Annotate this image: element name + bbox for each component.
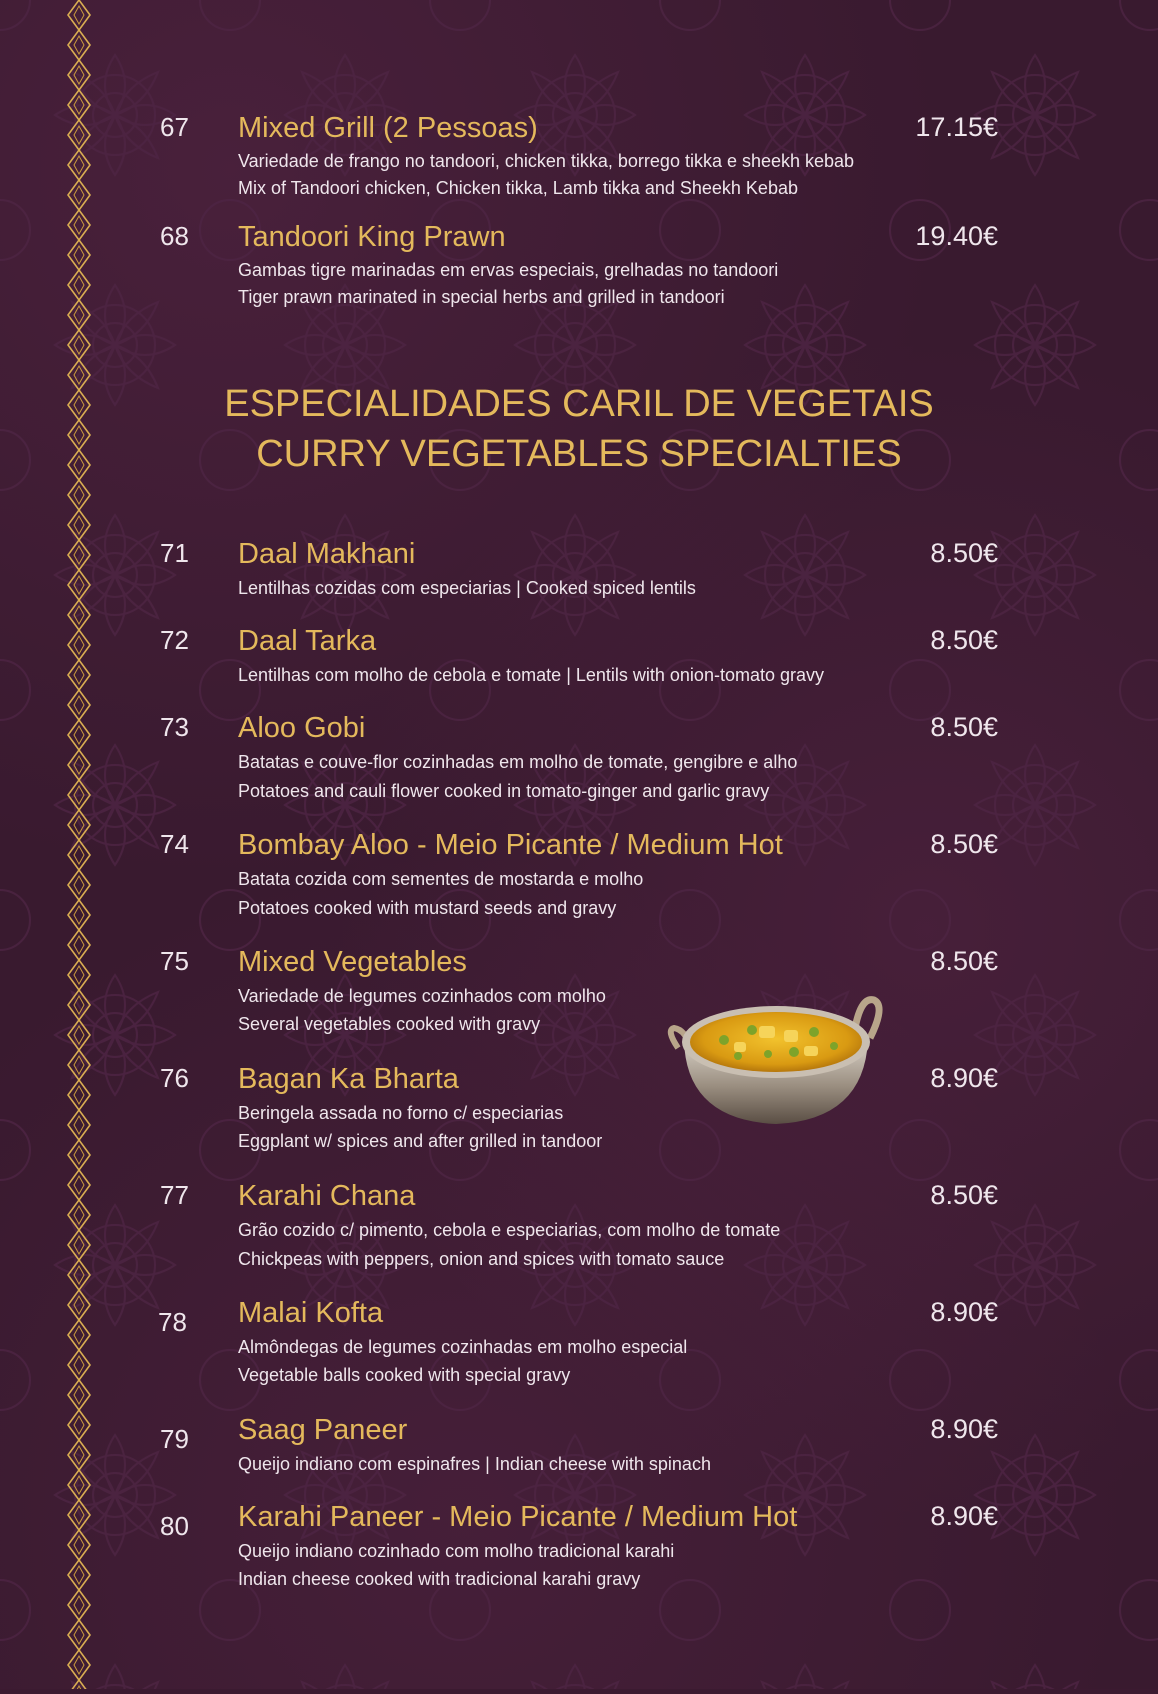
item-description-en: Potatoes and cauli flower cooked in tomato-ginger and garlic gravy (238, 781, 770, 801)
item-number: 68 (160, 221, 189, 251)
item-name: Mixed Vegetables (238, 946, 467, 978)
item-description: Lentilhas com molho de cebola e tomate | Lentils with onion-tomato gravy (238, 665, 824, 685)
item-description-en: Vegetable balls cooked with special gravy (238, 1365, 571, 1385)
item-description-pt: Variedade de frango no tandoori, chicken tikka, borrego tikka e sheekh kebab (238, 151, 855, 171)
item-description-en: Indian cheese cooked with tradicional karahi gravy (238, 1569, 641, 1589)
item-name: Karahi Chana (238, 1180, 416, 1212)
item-price: 8.50€ (930, 538, 998, 568)
item-name: Mixed Grill (2 Pessoas) (238, 112, 538, 144)
item-number: 67 (160, 112, 189, 142)
item-number: 78 (158, 1307, 187, 1337)
item-description-en: Tiger prawn marinated in special herbs and grilled in tandoori (238, 287, 725, 307)
item-number: 73 (160, 712, 189, 742)
item-number: 77 (160, 1180, 189, 1210)
item-price: 8.90€ (930, 1414, 998, 1444)
item-name: Aloo Gobi (238, 712, 366, 744)
item-price: 8.50€ (930, 829, 998, 859)
item-name: Saag Paneer (238, 1414, 408, 1446)
item-description-en: Several vegetables cooked with gravy (238, 1014, 541, 1034)
section-heading-pt: ESPECIALIDADES CARIL DE VEGETAIS (224, 383, 934, 425)
section-heading-en: CURRY VEGETABLES SPECIALTIES (256, 433, 902, 475)
item-description: Lentilhas cozidas com especiarias | Cooked spiced lentils (238, 578, 696, 598)
item-name: Malai Kofta (238, 1297, 384, 1329)
item-description-pt: Variedade de legumes cozinhados com molho (238, 986, 606, 1006)
item-name: Bombay Aloo - Meio Picante / Medium Hot (238, 829, 783, 861)
item-name: Karahi Paneer - Meio Picante / Medium Hot (238, 1501, 798, 1533)
item-number: 71 (160, 538, 189, 568)
item-price: 8.50€ (930, 712, 998, 742)
item-name: Daal Tarka (238, 625, 377, 657)
item-description-pt: Gambas tigre marinadas em ervas especiais, grelhadas no tandoori (238, 260, 779, 280)
item-description-en: Chickpeas with peppers, onion and spices with tomato sauce (238, 1249, 725, 1269)
item-number: 80 (160, 1511, 189, 1541)
item-number: 75 (160, 946, 189, 976)
item-price: 19.40€ (915, 221, 998, 251)
item-number: 79 (160, 1424, 189, 1454)
item-price: 8.90€ (930, 1297, 998, 1327)
item-name: Bagan Ka Bharta (238, 1063, 459, 1095)
item-price: 17.15€ (915, 112, 998, 142)
item-description-pt: Beringela assada no forno c/ especiarias (238, 1103, 564, 1123)
curry-bowl-photo (664, 990, 888, 1130)
item-price: 8.50€ (930, 1180, 998, 1210)
item-price: 8.90€ (930, 1063, 998, 1093)
item-name: Tandoori King Prawn (238, 221, 506, 253)
item-number: 76 (160, 1063, 189, 1093)
item-description-en: Eggplant w/ spices and after grilled in tandoor (238, 1131, 603, 1151)
item-description-en: Mix of Tandoori chicken, Chicken tikka, Lamb tikka and Sheekh Kebab (238, 178, 798, 198)
item-number: 74 (160, 829, 189, 859)
item-description-pt: Batata cozida com sementes de mostarda e molho (238, 869, 644, 889)
item-price: 8.50€ (930, 625, 998, 655)
item-description-pt: Grão cozido c/ pimento, cebola e especiarias, com molho de tomate (238, 1220, 781, 1240)
item-description: Queijo indiano com espinafres | Indian cheese with spinach (238, 1454, 711, 1474)
item-name: Daal Makhani (238, 538, 416, 570)
item-number: 72 (160, 625, 189, 655)
item-price: 8.50€ (930, 946, 998, 976)
item-description-pt: Almôndegas de legumes cozinhadas em molho especial (238, 1337, 688, 1357)
item-description-en: Potatoes cooked with mustard seeds and gravy (238, 898, 617, 918)
decorative-border (62, 0, 96, 1689)
item-price: 8.90€ (930, 1501, 998, 1531)
item-description-pt: Batatas e couve-flor cozinhadas em molho de tomate, gengibre e alho (238, 752, 798, 772)
item-description-pt: Queijo indiano cozinhado com molho tradicional karahi (238, 1541, 675, 1561)
